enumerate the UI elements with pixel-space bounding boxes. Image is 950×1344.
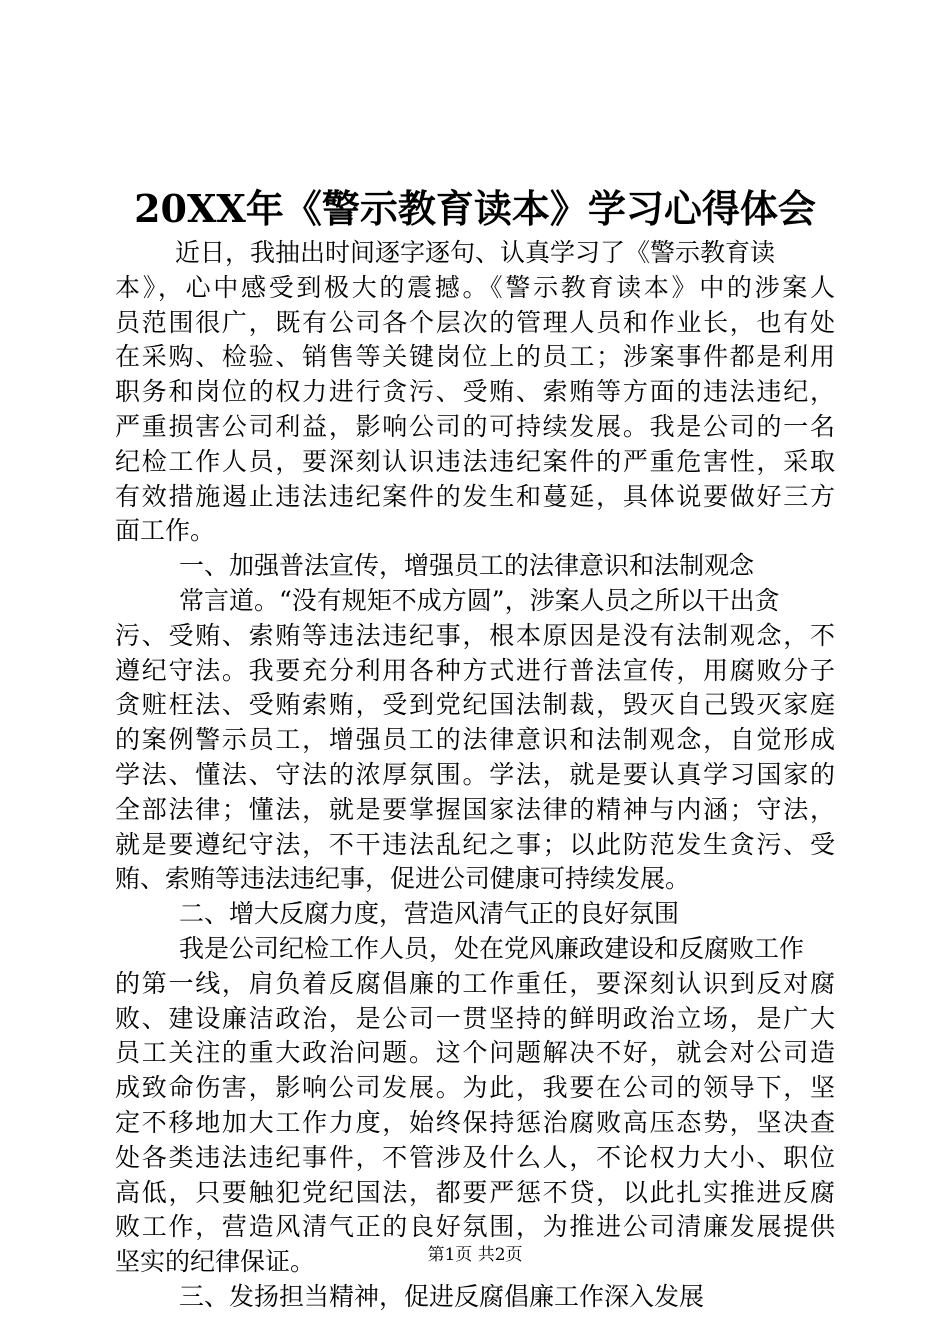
document-title: 20XX年《警示教育读本》学习心得体会 xyxy=(134,186,816,231)
paragraph-line: 我是公司纪检工作人员，处在党风廉政建设和反腐败工作 xyxy=(179,933,805,963)
paragraph-line: 遵纪守法。我要充分利用各种方式进行普法宣传，用腐败分子 xyxy=(115,655,835,685)
paragraph-line: 面工作。 xyxy=(115,516,216,546)
page-footer: 第1页 共2页 xyxy=(427,1245,523,1265)
paragraph-line: 成致命伤害，影响公司发展。为此，我要在公司的领导下，坚 xyxy=(115,1073,835,1103)
paragraph-line: 就是要遵纪守法，不干违法乱纪之事；以此防范发生贪污、受 xyxy=(115,829,835,859)
section-heading: 三、发扬担当精神，促进反腐倡廉工作深入发展 xyxy=(179,1281,705,1311)
paragraph-line: 近日，我抽出时间逐字逐句、认真学习了《警示教育读 xyxy=(175,238,776,267)
document-body xyxy=(115,236,835,1315)
paragraph-line: 有效措施遏止违法违纪案件的发生和蔓延，具体说要做好三方 xyxy=(115,481,835,511)
paragraph-line: 污、受贿、索贿等违法违纪事，根本原因是没有法制观念，不 xyxy=(115,620,835,650)
paragraph-line: 处各类违法违纪事件，不管涉及什么人，不论权力大小、职位 xyxy=(115,1142,835,1172)
paragraph-line: 纪检工作人员，要深刻认识违法违纪案件的严重危害性，采取 xyxy=(115,446,835,476)
paragraph-line: 严重损害公司利益，影响公司的可持续发展。我是公司的一名 xyxy=(115,411,835,441)
paragraph-line: 定不移地加大工作力度，始终保持惩治腐败高压态势，坚决查 xyxy=(115,1107,835,1137)
paragraph-line: 本》，心中感受到极大的震撼。《警示教育读本》中的涉案人 xyxy=(115,272,835,302)
paragraph-line: 员工关注的重大政治问题。这个问题解决不好，就会对公司造 xyxy=(115,1038,835,1068)
paragraph-line: 贪赃枉法、受贿索贿，受到党纪国法制裁，毁灭自己毁灭家庭 xyxy=(115,690,835,720)
paragraph-line: 学法、懂法、守法的浓厚氛围。学法，就是要认真学习国家的 xyxy=(115,759,835,789)
paragraph-line: 常言道。“没有规矩不成方圆”，涉案人员之所以干出贪 xyxy=(179,585,780,615)
paragraph-line: 坚实的纪律保证。 xyxy=(115,1247,316,1277)
paragraph-line: 的第一线，肩负着反腐倡廉的工作重任，要深刻认识到反对腐 xyxy=(115,968,835,998)
paragraph-line: 败、建设廉洁政治，是公司一贯坚持的鲜明政治立场，是广大 xyxy=(115,1003,835,1033)
section-heading: 二、增大反腐力度，营造风清气正的良好氛围 xyxy=(179,899,680,929)
paragraph-line: 败工作，营造风清气正的良好氛围，为推进公司清廉发展提供 xyxy=(115,1212,835,1242)
paragraph-line: 的案例警示员工，增强员工的法律意识和法制观念，自觉形成 xyxy=(115,725,835,755)
paragraph-line: 高低，只要触犯党纪国法，都要严惩不贷，以此扎实推进反腐 xyxy=(115,1177,835,1207)
paragraph-line: 职务和岗位的权力进行贪污、受贿、索贿等方面的违法违纪， xyxy=(115,377,835,407)
section-heading: 一、加强普法宣传，增强员工的法律意识和法制观念 xyxy=(179,551,755,581)
paragraph-line: 全部法律；懂法，就是要掌握国家法律的精神与内涵；守法， xyxy=(115,794,835,824)
paragraph-line: 在采购、检验、销售等关键岗位上的员工；涉案事件都是利用 xyxy=(115,342,835,372)
paragraph-line: 员范围很广，既有公司各个层次的管理人员和作业长，也有处 xyxy=(115,307,835,337)
paragraph-line: 贿、索贿等违法违纪事，促进公司健康可持续发展。 xyxy=(115,864,691,894)
